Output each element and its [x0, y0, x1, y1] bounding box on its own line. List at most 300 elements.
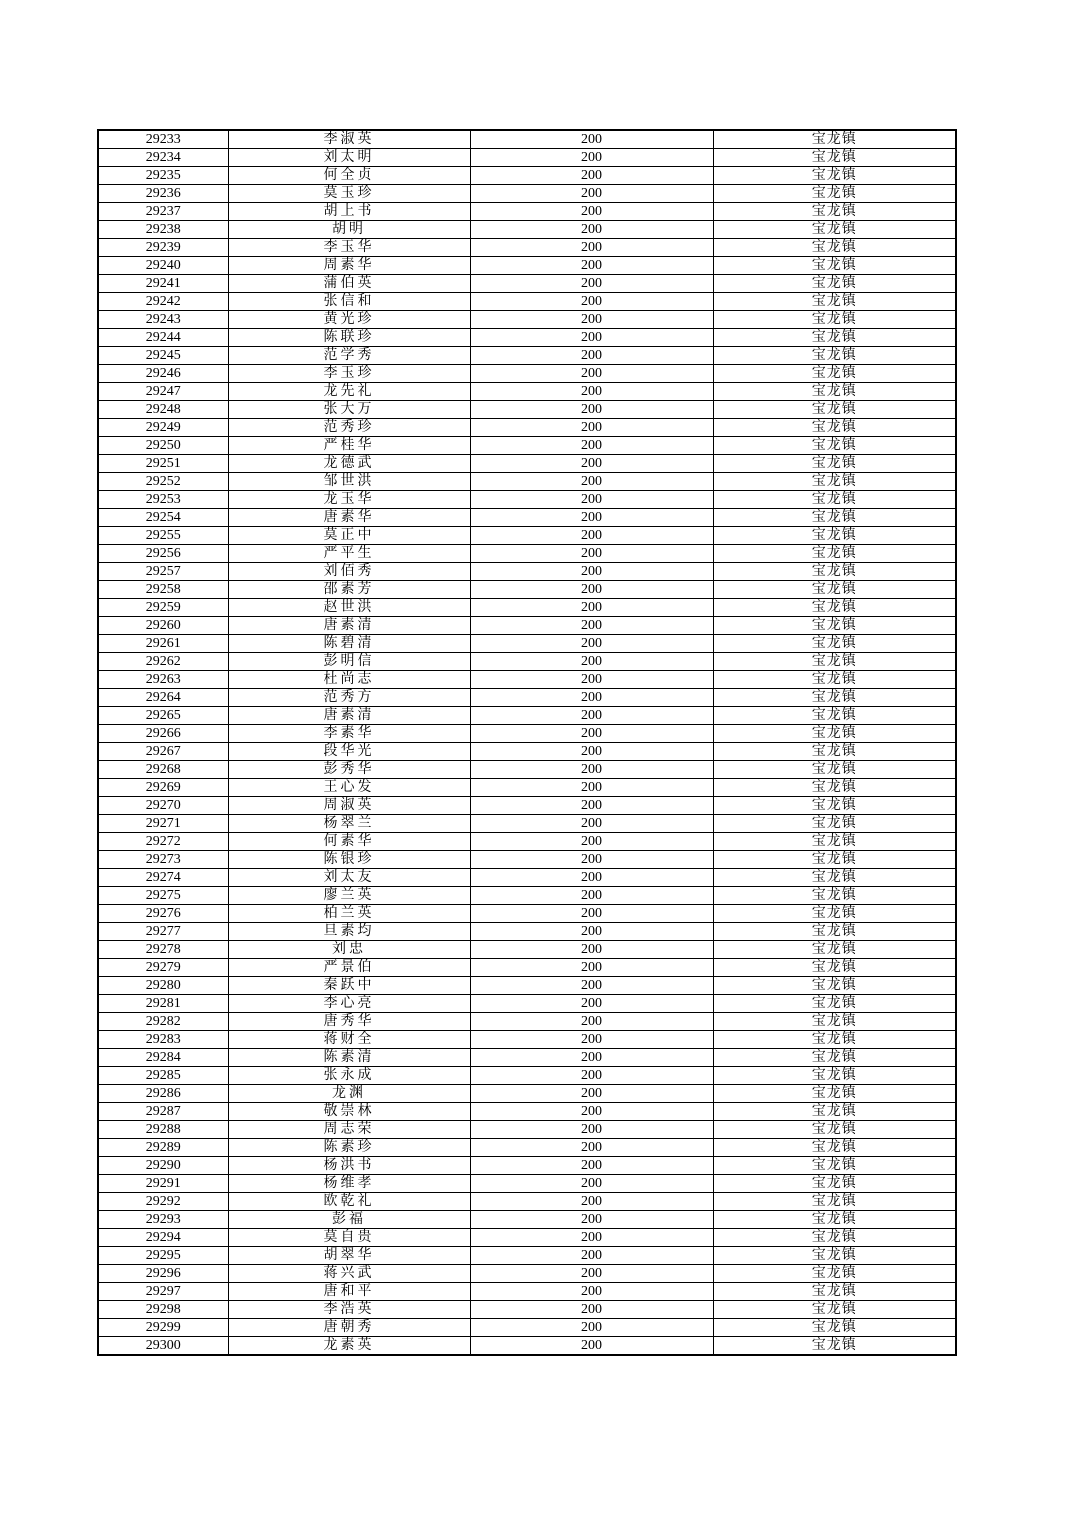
cell-name: 张永成: [228, 1067, 470, 1085]
cell-amount: 200: [470, 581, 713, 599]
cell-id: 29288: [98, 1121, 228, 1139]
table-row: [98, 185, 956, 203]
cell-id: 29300: [98, 1337, 228, 1356]
cell-id: 29292: [98, 1193, 228, 1211]
cell-amount: 200: [470, 995, 713, 1013]
table-row: [98, 599, 956, 617]
cell-id: 29250: [98, 437, 228, 455]
table-row: [98, 527, 956, 545]
cell-town: 宝龙镇: [713, 347, 956, 365]
cell-amount: 200: [470, 887, 713, 905]
table-row: [98, 581, 956, 599]
cell-name: 杨维孝: [228, 1175, 470, 1193]
cell-amount: 200: [470, 941, 713, 959]
cell-name: 彭明信: [228, 653, 470, 671]
cell-name: 刘忠: [228, 941, 470, 959]
cell-id: 29257: [98, 563, 228, 581]
cell-amount: 200: [470, 707, 713, 725]
cell-id: 29243: [98, 311, 228, 329]
cell-name: 杨翠兰: [228, 815, 470, 833]
cell-id: 29239: [98, 239, 228, 257]
table-row: [98, 1103, 956, 1121]
cell-town: 宝龙镇: [713, 1139, 956, 1157]
cell-amount: 200: [470, 923, 713, 941]
table-row: [98, 1265, 956, 1283]
cell-amount: 200: [470, 1121, 713, 1139]
cell-id: 29261: [98, 635, 228, 653]
cell-name: 唐素清: [228, 617, 470, 635]
table-row: [98, 329, 956, 347]
cell-id: 29235: [98, 167, 228, 185]
cell-amount: 200: [470, 869, 713, 887]
table-row: [98, 635, 956, 653]
cell-amount: 200: [470, 635, 713, 653]
cell-amount: 200: [470, 563, 713, 581]
table-row: [98, 221, 956, 239]
cell-name: 龙素英: [228, 1337, 470, 1356]
cell-name: 蒲伯英: [228, 275, 470, 293]
table-row: [98, 905, 956, 923]
cell-id: 29258: [98, 581, 228, 599]
table-row: [98, 239, 956, 257]
cell-town: 宝龙镇: [713, 833, 956, 851]
cell-id: 29289: [98, 1139, 228, 1157]
cell-id: 29285: [98, 1067, 228, 1085]
table-row: [98, 833, 956, 851]
cell-name: 黄光珍: [228, 311, 470, 329]
cell-town: 宝龙镇: [713, 923, 956, 941]
cell-town: 宝龙镇: [713, 671, 956, 689]
cell-amount: 200: [470, 1193, 713, 1211]
cell-amount: 200: [470, 779, 713, 797]
cell-name: 龙德武: [228, 455, 470, 473]
cell-amount: 200: [470, 473, 713, 491]
cell-town: 宝龙镇: [713, 1157, 956, 1175]
cell-town: 宝龙镇: [713, 743, 956, 761]
cell-amount: 200: [470, 1265, 713, 1283]
cell-town: 宝龙镇: [713, 257, 956, 275]
table-row: [98, 455, 956, 473]
cell-town: 宝龙镇: [713, 275, 956, 293]
cell-town: 宝龙镇: [713, 1175, 956, 1193]
cell-town: 宝龙镇: [713, 1247, 956, 1265]
cell-id: 29297: [98, 1283, 228, 1301]
table-row: [98, 653, 956, 671]
cell-amount: 200: [470, 275, 713, 293]
cell-name: 陈银珍: [228, 851, 470, 869]
cell-id: 29298: [98, 1301, 228, 1319]
cell-town: 宝龙镇: [713, 311, 956, 329]
cell-name: 胡翠华: [228, 1247, 470, 1265]
cell-id: 29287: [98, 1103, 228, 1121]
table-row: [98, 1013, 956, 1031]
cell-id: 29255: [98, 527, 228, 545]
cell-id: 29275: [98, 887, 228, 905]
cell-amount: 200: [470, 761, 713, 779]
cell-amount: 200: [470, 527, 713, 545]
cell-town: 宝龙镇: [713, 1283, 956, 1301]
cell-town: 宝龙镇: [713, 149, 956, 167]
cell-amount: 200: [470, 293, 713, 311]
cell-amount: 200: [470, 329, 713, 347]
cell-town: 宝龙镇: [713, 851, 956, 869]
table-row: [98, 887, 956, 905]
cell-id: 29293: [98, 1211, 228, 1229]
cell-amount: 200: [470, 167, 713, 185]
table-row: [98, 1139, 956, 1157]
table-row: [98, 1229, 956, 1247]
cell-amount: 200: [470, 1157, 713, 1175]
table-row: [98, 689, 956, 707]
cell-town: 宝龙镇: [713, 1337, 956, 1356]
cell-amount: 200: [470, 905, 713, 923]
cell-town: 宝龙镇: [713, 959, 956, 977]
cell-amount: 200: [470, 617, 713, 635]
table-row: [98, 617, 956, 635]
table-row: [98, 1337, 956, 1356]
cell-amount: 200: [470, 437, 713, 455]
cell-amount: 200: [470, 257, 713, 275]
cell-town: 宝龙镇: [713, 815, 956, 833]
cell-amount: 200: [470, 977, 713, 995]
cell-id: 29262: [98, 653, 228, 671]
cell-town: 宝龙镇: [713, 509, 956, 527]
cell-id: 29237: [98, 203, 228, 221]
cell-name: 柏兰英: [228, 905, 470, 923]
table-row: [98, 1319, 956, 1337]
cell-id: 29284: [98, 1049, 228, 1067]
table-row: [98, 707, 956, 725]
cell-name: 唐素清: [228, 707, 470, 725]
cell-amount: 200: [470, 149, 713, 167]
cell-id: 29277: [98, 923, 228, 941]
cell-id: 29281: [98, 995, 228, 1013]
cell-amount: 200: [470, 599, 713, 617]
cell-amount: 200: [470, 311, 713, 329]
table-row: [98, 401, 956, 419]
cell-id: 29263: [98, 671, 228, 689]
cell-id: 29269: [98, 779, 228, 797]
cell-amount: 200: [470, 1013, 713, 1031]
cell-town: 宝龙镇: [713, 419, 956, 437]
cell-town: 宝龙镇: [713, 1103, 956, 1121]
cell-town: 宝龙镇: [713, 455, 956, 473]
cell-id: 29253: [98, 491, 228, 509]
table-row: [98, 725, 956, 743]
cell-id: 29234: [98, 149, 228, 167]
cell-name: 胡上书: [228, 203, 470, 221]
cell-name: 唐秀华: [228, 1013, 470, 1031]
cell-name: 蒋财全: [228, 1031, 470, 1049]
table-row: [98, 437, 956, 455]
cell-name: 赵世洪: [228, 599, 470, 617]
cell-amount: 200: [470, 401, 713, 419]
cell-amount: 200: [470, 743, 713, 761]
cell-id: 29267: [98, 743, 228, 761]
cell-id: 29240: [98, 257, 228, 275]
cell-amount: 200: [470, 130, 713, 149]
cell-amount: 200: [470, 419, 713, 437]
cell-town: 宝龙镇: [713, 167, 956, 185]
cell-id: 29296: [98, 1265, 228, 1283]
cell-amount: 200: [470, 1067, 713, 1085]
cell-town: 宝龙镇: [713, 293, 956, 311]
cell-amount: 200: [470, 1301, 713, 1319]
cell-name: 严平生: [228, 545, 470, 563]
table-row: [98, 959, 956, 977]
table-row: [98, 130, 956, 149]
cell-id: 29290: [98, 1157, 228, 1175]
cell-town: 宝龙镇: [713, 1085, 956, 1103]
roster-table: [97, 129, 957, 1356]
table-row: [98, 275, 956, 293]
cell-id: 29241: [98, 275, 228, 293]
table-row: [98, 1175, 956, 1193]
cell-amount: 200: [470, 203, 713, 221]
table-row: [98, 869, 956, 887]
table-row: [98, 851, 956, 869]
cell-town: 宝龙镇: [713, 239, 956, 257]
cell-town: 宝龙镇: [713, 1265, 956, 1283]
table-row: [98, 203, 956, 221]
table-row: [98, 977, 956, 995]
cell-town: 宝龙镇: [713, 1031, 956, 1049]
table-row: [98, 779, 956, 797]
cell-amount: 200: [470, 221, 713, 239]
cell-amount: 200: [470, 833, 713, 851]
cell-name: 刘佰秀: [228, 563, 470, 581]
cell-amount: 200: [470, 545, 713, 563]
cell-town: 宝龙镇: [713, 581, 956, 599]
cell-name: 李心亮: [228, 995, 470, 1013]
cell-id: 29276: [98, 905, 228, 923]
cell-amount: 200: [470, 1085, 713, 1103]
table-row: [98, 293, 956, 311]
cell-id: 29282: [98, 1013, 228, 1031]
table-row: [98, 509, 956, 527]
cell-name: 莫玉珍: [228, 185, 470, 203]
cell-amount: 200: [470, 347, 713, 365]
cell-amount: 200: [470, 365, 713, 383]
table-row: [98, 491, 956, 509]
cell-amount: 200: [470, 725, 713, 743]
cell-id: 29271: [98, 815, 228, 833]
cell-town: 宝龙镇: [713, 905, 956, 923]
cell-name: 何素华: [228, 833, 470, 851]
cell-id: 29264: [98, 689, 228, 707]
cell-town: 宝龙镇: [713, 977, 956, 995]
table-row: [98, 1157, 956, 1175]
cell-amount: 200: [470, 185, 713, 203]
cell-town: 宝龙镇: [713, 1049, 956, 1067]
cell-town: 宝龙镇: [713, 599, 956, 617]
table-row: [98, 1211, 956, 1229]
cell-id: 29247: [98, 383, 228, 401]
table-row: [98, 473, 956, 491]
cell-town: 宝龙镇: [713, 203, 956, 221]
cell-amount: 200: [470, 1139, 713, 1157]
cell-id: 29259: [98, 599, 228, 617]
cell-amount: 200: [470, 671, 713, 689]
cell-town: 宝龙镇: [713, 1193, 956, 1211]
cell-town: 宝龙镇: [713, 563, 956, 581]
cell-name: 胡明: [228, 221, 470, 239]
cell-town: 宝龙镇: [713, 437, 956, 455]
cell-name: 蒋兴武: [228, 1265, 470, 1283]
cell-town: 宝龙镇: [713, 365, 956, 383]
cell-id: 29278: [98, 941, 228, 959]
cell-id: 29268: [98, 761, 228, 779]
cell-amount: 200: [470, 1175, 713, 1193]
cell-name: 王心发: [228, 779, 470, 797]
table-row: [98, 1031, 956, 1049]
cell-name: 彭秀华: [228, 761, 470, 779]
table-row: [98, 743, 956, 761]
cell-town: 宝龙镇: [713, 185, 956, 203]
table-row: [98, 383, 956, 401]
cell-id: 29272: [98, 833, 228, 851]
cell-name: 唐朝秀: [228, 1319, 470, 1337]
cell-amount: 200: [470, 815, 713, 833]
cell-id: 29248: [98, 401, 228, 419]
table-row: [98, 563, 956, 581]
cell-name: 旦素均: [228, 923, 470, 941]
cell-town: 宝龙镇: [713, 473, 956, 491]
cell-name: 唐和平: [228, 1283, 470, 1301]
cell-id: 29233: [98, 130, 228, 149]
table-row: [98, 365, 956, 383]
cell-id: 29273: [98, 851, 228, 869]
cell-id: 29265: [98, 707, 228, 725]
cell-name: 何全贞: [228, 167, 470, 185]
cell-id: 29238: [98, 221, 228, 239]
cell-amount: 200: [470, 1319, 713, 1337]
cell-town: 宝龙镇: [713, 1013, 956, 1031]
table-row: [98, 671, 956, 689]
cell-town: 宝龙镇: [713, 941, 956, 959]
cell-amount: 200: [470, 491, 713, 509]
cell-town: 宝龙镇: [713, 995, 956, 1013]
table-row: [98, 1301, 956, 1319]
cell-amount: 200: [470, 1283, 713, 1301]
cell-name: 欧乾礼: [228, 1193, 470, 1211]
cell-amount: 200: [470, 653, 713, 671]
cell-town: 宝龙镇: [713, 383, 956, 401]
table-row: [98, 419, 956, 437]
cell-town: 宝龙镇: [713, 761, 956, 779]
cell-id: 29295: [98, 1247, 228, 1265]
cell-name: 秦跃中: [228, 977, 470, 995]
cell-name: 严桂华: [228, 437, 470, 455]
cell-id: 29249: [98, 419, 228, 437]
cell-town: 宝龙镇: [713, 329, 956, 347]
cell-town: 宝龙镇: [713, 869, 956, 887]
table-row: [98, 149, 956, 167]
cell-name: 刘太明: [228, 149, 470, 167]
cell-id: 29236: [98, 185, 228, 203]
cell-amount: 200: [470, 689, 713, 707]
cell-town: 宝龙镇: [713, 1229, 956, 1247]
cell-name: 范秀珍: [228, 419, 470, 437]
table-row: [98, 545, 956, 563]
cell-town: 宝龙镇: [713, 130, 956, 149]
cell-name: 陈联珍: [228, 329, 470, 347]
cell-name: 杨洪书: [228, 1157, 470, 1175]
cell-name: 龙先礼: [228, 383, 470, 401]
table-row: [98, 941, 956, 959]
cell-town: 宝龙镇: [713, 689, 956, 707]
cell-town: 宝龙镇: [713, 221, 956, 239]
table-row: [98, 311, 956, 329]
table-row: [98, 1085, 956, 1103]
cell-id: 29256: [98, 545, 228, 563]
cell-id: 29280: [98, 977, 228, 995]
cell-town: 宝龙镇: [713, 1301, 956, 1319]
cell-town: 宝龙镇: [713, 725, 956, 743]
cell-name: 严景伯: [228, 959, 470, 977]
cell-name: 杜尚志: [228, 671, 470, 689]
cell-id: 29251: [98, 455, 228, 473]
cell-town: 宝龙镇: [713, 1211, 956, 1229]
cell-amount: 200: [470, 1247, 713, 1265]
cell-name: 邵素芳: [228, 581, 470, 599]
roster-body: [98, 130, 956, 1355]
cell-id: 29299: [98, 1319, 228, 1337]
cell-name: 李玉珍: [228, 365, 470, 383]
cell-town: 宝龙镇: [713, 653, 956, 671]
cell-name: 唐素华: [228, 509, 470, 527]
cell-name: 周志荣: [228, 1121, 470, 1139]
cell-town: 宝龙镇: [713, 707, 956, 725]
cell-amount: 200: [470, 239, 713, 257]
table-row: [98, 347, 956, 365]
cell-id: 29254: [98, 509, 228, 527]
cell-amount: 200: [470, 1103, 713, 1121]
cell-amount: 200: [470, 455, 713, 473]
cell-name: 张大万: [228, 401, 470, 419]
cell-town: 宝龙镇: [713, 635, 956, 653]
cell-name: 陈素清: [228, 1049, 470, 1067]
cell-id: 29279: [98, 959, 228, 977]
cell-amount: 200: [470, 1337, 713, 1356]
cell-town: 宝龙镇: [713, 779, 956, 797]
cell-name: 陈碧清: [228, 635, 470, 653]
table-row: [98, 1067, 956, 1085]
cell-name: 李淑英: [228, 130, 470, 149]
cell-name: 陈素珍: [228, 1139, 470, 1157]
table-row: [98, 1247, 956, 1265]
cell-amount: 200: [470, 1031, 713, 1049]
cell-town: 宝龙镇: [713, 1067, 956, 1085]
table-row: [98, 1121, 956, 1139]
cell-town: 宝龙镇: [713, 1121, 956, 1139]
cell-name: 刘太友: [228, 869, 470, 887]
table-row: [98, 923, 956, 941]
cell-name: 周淑英: [228, 797, 470, 815]
cell-name: 廖兰英: [228, 887, 470, 905]
cell-name: 李浩英: [228, 1301, 470, 1319]
cell-amount: 200: [470, 1211, 713, 1229]
cell-amount: 200: [470, 851, 713, 869]
cell-id: 29286: [98, 1085, 228, 1103]
cell-name: 彭福: [228, 1211, 470, 1229]
table-row: [98, 797, 956, 815]
cell-amount: 200: [470, 1229, 713, 1247]
cell-id: 29266: [98, 725, 228, 743]
cell-name: 莫正中: [228, 527, 470, 545]
cell-name: 李素华: [228, 725, 470, 743]
cell-amount: 200: [470, 383, 713, 401]
